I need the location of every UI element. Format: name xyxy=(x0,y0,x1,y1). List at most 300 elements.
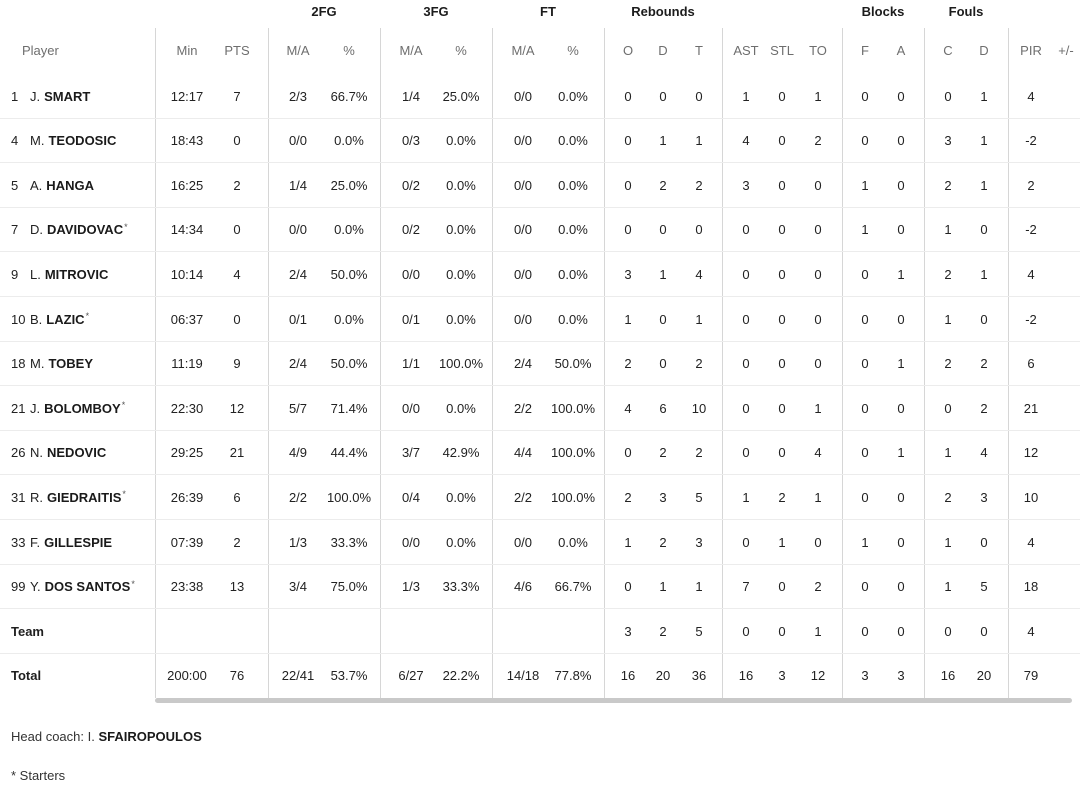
stat-pir: 4 xyxy=(1027,88,1035,104)
stat-foul-c: 1 xyxy=(944,534,952,550)
stat-min: 23:38 xyxy=(170,579,204,595)
stat-ft-pct: 0.0% xyxy=(558,534,588,550)
stat-min: 07:39 xyxy=(170,534,204,550)
team-row xyxy=(0,609,1080,653)
player-number: 5 xyxy=(11,177,19,193)
head-coach-prefix: Head coach: I. xyxy=(11,729,99,744)
stat-reb-d: 1 xyxy=(659,579,667,595)
stat-plus-minus xyxy=(1047,74,1080,118)
player-initial: F. xyxy=(30,534,41,550)
player-initial: L. xyxy=(30,266,41,282)
column-header-player[interactable]: Player xyxy=(22,42,59,58)
stat-fg3-ma xyxy=(388,609,434,653)
stat-to: 1 xyxy=(814,400,822,416)
player-cell[interactable] xyxy=(0,163,154,207)
stat-fg3-ma: 6/27 xyxy=(398,668,424,684)
table-row[interactable] xyxy=(0,252,1080,296)
table-row[interactable] xyxy=(0,342,1080,386)
stat-ast: 16 xyxy=(738,668,754,684)
stat-fg3-ma: 0/0 xyxy=(401,400,421,416)
stat-fg3-pct: 0.0% xyxy=(446,222,476,238)
stat-fg2-ma: 2/4 xyxy=(288,356,308,372)
stat-fg2-ma: 0/0 xyxy=(288,222,308,238)
player-number: 31 xyxy=(11,489,26,505)
stat-ast: 0 xyxy=(742,445,750,461)
stat-blk-f: 0 xyxy=(861,356,869,372)
stat-foul-d: 1 xyxy=(980,266,988,282)
player-name-link[interactable]: LAZIC xyxy=(46,311,85,327)
stat-blk-a: 0 xyxy=(897,222,905,238)
stat-pts: 21 xyxy=(229,445,245,461)
stat-pts: 2 xyxy=(233,534,241,550)
table-row[interactable] xyxy=(0,431,1080,475)
stat-blk-a: 0 xyxy=(897,400,905,416)
stat-foul-d: 20 xyxy=(976,668,992,684)
stat-reb-t: 1 xyxy=(695,311,703,327)
player-name-link[interactable]: NEDOVIC xyxy=(47,445,107,461)
column-header-blk-a[interactable]: A xyxy=(896,42,906,58)
stat-blk-a: 0 xyxy=(897,489,905,505)
stat-ast: 7 xyxy=(742,579,750,595)
stat-fg2-pct: 44.4% xyxy=(330,445,368,461)
player-name-link[interactable]: TEODOSIC xyxy=(48,133,117,149)
player-initial: R. xyxy=(30,489,43,505)
group-header-fg3: 3FG xyxy=(423,3,449,19)
stat-stl: 0 xyxy=(778,222,786,238)
stat-fg3-pct: 0.0% xyxy=(446,177,476,193)
stat-blk-f: 0 xyxy=(861,579,869,595)
column-header-pts[interactable]: PTS xyxy=(224,42,250,58)
stat-ft-ma: 4/6 xyxy=(513,579,533,595)
stat-min: 14:34 xyxy=(170,222,204,238)
starter-mark: * xyxy=(121,400,126,411)
stat-pts: 0 xyxy=(233,311,241,327)
player-cell[interactable] xyxy=(0,74,154,118)
stat-plus-minus xyxy=(1047,475,1080,519)
stat-blk-f: 0 xyxy=(861,266,869,282)
stat-fg2-pct xyxy=(319,609,379,653)
table-row[interactable] xyxy=(0,163,1080,207)
column-header-ast[interactable]: AST xyxy=(733,42,759,58)
stat-plus-minus xyxy=(1047,520,1080,564)
column-header-fg3-ma[interactable]: M/A xyxy=(399,42,423,58)
stat-blk-f: 1 xyxy=(861,177,869,193)
player-cell[interactable] xyxy=(0,342,154,386)
player-cell[interactable] xyxy=(0,386,154,430)
stat-pts: 13 xyxy=(229,579,245,595)
stat-ast: 1 xyxy=(742,88,750,104)
stat-to: 0 xyxy=(814,266,822,282)
stat-fg2-ma xyxy=(270,609,326,653)
stat-ft-pct xyxy=(541,609,605,653)
stat-blk-a: 1 xyxy=(897,445,905,461)
column-header-reb-d[interactable]: D xyxy=(658,42,668,58)
stat-stl: 0 xyxy=(778,623,786,639)
stat-pir: 4 xyxy=(1027,534,1035,550)
group-header-reb: Rebounds xyxy=(631,3,695,19)
player-name-link[interactable]: DOS SANTOS xyxy=(44,579,131,595)
stat-foul-c: 2 xyxy=(944,356,952,372)
stat-foul-d: 2 xyxy=(980,356,988,372)
stat-ft-pct: 0.0% xyxy=(558,133,588,149)
column-header-foul-c[interactable]: C xyxy=(943,42,953,58)
stat-stl: 0 xyxy=(778,579,786,595)
stat-ft-ma: 0/0 xyxy=(513,177,533,193)
stat-blk-f: 0 xyxy=(861,489,869,505)
stat-pts xyxy=(214,609,260,653)
stat-plus-minus xyxy=(1047,609,1080,653)
stat-ft-pct: 100.0% xyxy=(550,445,596,461)
player-initial: N. xyxy=(30,445,43,461)
stat-blk-a: 0 xyxy=(897,579,905,595)
stat-to: 0 xyxy=(814,311,822,327)
player-name-link[interactable]: DAVIDOVAC xyxy=(47,222,124,238)
stat-fg2-ma: 0/1 xyxy=(288,311,308,327)
column-header-blk-f[interactable]: F xyxy=(861,42,869,58)
player-name-link[interactable]: HANGA xyxy=(46,177,94,193)
stat-fg3-ma: 1/1 xyxy=(401,356,421,372)
stat-fg3-pct: 0.0% xyxy=(446,266,476,282)
stat-ast: 3 xyxy=(742,177,750,193)
stat-min: 10:14 xyxy=(170,266,204,282)
column-header-to[interactable]: TO xyxy=(809,42,827,58)
stat-foul-c: 2 xyxy=(944,177,952,193)
stat-pts: 4 xyxy=(233,266,241,282)
stat-blk-a: 3 xyxy=(897,668,905,684)
stat-pts: 2 xyxy=(233,177,241,193)
player-cell[interactable] xyxy=(0,208,154,252)
table-row[interactable] xyxy=(0,74,1080,118)
stat-reb-t: 0 xyxy=(695,88,703,104)
stat-fg2-pct: 66.7% xyxy=(330,88,368,104)
stat-to: 1 xyxy=(814,623,822,639)
stat-reb-o: 0 xyxy=(624,445,632,461)
stat-reb-t: 1 xyxy=(695,133,703,149)
stat-pts: 6 xyxy=(233,489,241,505)
stat-pts: 0 xyxy=(233,222,241,238)
stat-reb-d: 20 xyxy=(655,668,671,684)
stat-pir: 12 xyxy=(1023,445,1039,461)
group-header-fouls: Fouls xyxy=(948,3,984,19)
group-header-fg2: 2FG xyxy=(311,3,337,19)
player-initial: D. xyxy=(30,222,43,238)
stat-reb-d: 2 xyxy=(659,177,667,193)
stat-fg2-ma: 1/3 xyxy=(288,534,308,550)
stat-blk-a: 0 xyxy=(897,133,905,149)
stat-to: 0 xyxy=(814,222,822,238)
stat-blk-f: 0 xyxy=(861,623,869,639)
stat-fg2-ma: 2/2 xyxy=(288,489,308,505)
stat-fg3-ma: 0/2 xyxy=(401,222,421,238)
stat-reb-o: 16 xyxy=(620,668,636,684)
column-header-reb-t[interactable]: T xyxy=(695,42,703,58)
stat-fg3-pct: 0.0% xyxy=(446,534,476,550)
stat-blk-a: 0 xyxy=(897,88,905,104)
stat-blk-a: 1 xyxy=(897,266,905,282)
stat-pts: 12 xyxy=(229,400,245,416)
stat-stl: 0 xyxy=(778,311,786,327)
stat-ast: 0 xyxy=(742,311,750,327)
table-row[interactable] xyxy=(0,520,1080,564)
stat-pir: 6 xyxy=(1027,356,1035,372)
stat-fg3-ma: 0/3 xyxy=(401,133,421,149)
stat-foul-d: 0 xyxy=(980,311,988,327)
table-row[interactable] xyxy=(0,565,1080,609)
stat-ft-ma: 0/0 xyxy=(513,311,533,327)
stat-ft-ma xyxy=(500,609,546,653)
stat-reb-t: 3 xyxy=(695,534,703,550)
stat-reb-d: 2 xyxy=(659,534,667,550)
stat-fg2-pct: 0.0% xyxy=(334,311,364,327)
stat-reb-d: 1 xyxy=(659,133,667,149)
stat-ast: 1 xyxy=(742,489,750,505)
stat-reb-o: 3 xyxy=(624,266,632,282)
stat-fg2-ma: 2/4 xyxy=(288,266,308,282)
stat-reb-d: 3 xyxy=(659,489,667,505)
stat-reb-t: 0 xyxy=(695,222,703,238)
stat-reb-t: 2 xyxy=(695,445,703,461)
stat-foul-d: 0 xyxy=(980,623,988,639)
player-number: 1 xyxy=(11,88,19,104)
player-cell[interactable] xyxy=(0,431,154,475)
stat-fg2-pct: 71.4% xyxy=(330,400,368,416)
stat-foul-c: 3 xyxy=(944,133,952,149)
stat-blk-a: 0 xyxy=(897,623,905,639)
column-header-pir[interactable]: PIR xyxy=(1020,42,1042,58)
stat-reb-o: 2 xyxy=(624,489,632,505)
column-header-reb-o[interactable]: O xyxy=(622,42,634,58)
stat-foul-c: 16 xyxy=(940,668,956,684)
player-number: 7 xyxy=(11,222,19,238)
player-cell[interactable] xyxy=(0,119,154,163)
column-header-ft-ma[interactable]: M/A xyxy=(511,42,535,58)
stat-stl: 0 xyxy=(778,400,786,416)
table-row[interactable] xyxy=(0,475,1080,519)
player-cell[interactable] xyxy=(0,475,154,519)
player-number: 33 xyxy=(11,534,26,550)
stat-ft-pct: 0.0% xyxy=(558,177,588,193)
player-number: 18 xyxy=(11,356,26,372)
player-cell[interactable] xyxy=(0,297,154,341)
stat-reb-o: 0 xyxy=(624,579,632,595)
stat-ft-ma: 4/4 xyxy=(513,445,533,461)
stat-pir: 4 xyxy=(1027,623,1035,639)
player-number: 26 xyxy=(11,445,26,461)
stat-fg3-pct: 33.3% xyxy=(442,579,480,595)
stat-stl: 2 xyxy=(778,489,786,505)
stat-fg3-pct xyxy=(430,609,492,653)
stat-blk-f: 1 xyxy=(861,534,869,550)
stat-pts: 9 xyxy=(233,356,241,372)
stat-ft-ma: 2/4 xyxy=(513,356,533,372)
total-row xyxy=(0,654,1080,698)
stat-reb-d: 2 xyxy=(659,623,667,639)
stat-fg2-ma: 5/7 xyxy=(288,400,308,416)
stat-fg2-pct: 50.0% xyxy=(330,356,368,372)
stat-reb-t: 10 xyxy=(691,400,707,416)
stat-foul-d: 2 xyxy=(980,400,988,416)
stat-fg3-pct: 25.0% xyxy=(442,88,480,104)
stat-ft-pct: 50.0% xyxy=(554,356,592,372)
stat-ast: 0 xyxy=(742,623,750,639)
stat-reb-o: 3 xyxy=(624,623,632,639)
stat-stl: 3 xyxy=(778,668,786,684)
stat-fg2-ma: 3/4 xyxy=(288,579,308,595)
stat-plus-minus xyxy=(1047,297,1080,341)
table-row[interactable] xyxy=(0,297,1080,341)
stat-ft-ma: 0/0 xyxy=(513,222,533,238)
stat-to: 0 xyxy=(814,177,822,193)
player-initial: M. xyxy=(30,356,45,372)
stat-reb-o: 0 xyxy=(624,177,632,193)
stat-fg2-pct: 0.0% xyxy=(334,222,364,238)
stat-fg3-ma: 1/4 xyxy=(401,88,421,104)
stat-to: 2 xyxy=(814,133,822,149)
stat-reb-t: 2 xyxy=(695,177,703,193)
stat-foul-d: 0 xyxy=(980,222,988,238)
stat-blk-f: 1 xyxy=(861,222,869,238)
player-number: 21 xyxy=(11,400,26,416)
stat-reb-t: 5 xyxy=(695,623,703,639)
stat-reb-o: 1 xyxy=(624,311,632,327)
stat-foul-c: 1 xyxy=(944,222,952,238)
stat-ft-ma: 0/0 xyxy=(513,88,533,104)
stat-ast: 4 xyxy=(742,133,750,149)
player-number: 10 xyxy=(11,311,26,327)
stat-min: 18:43 xyxy=(170,133,204,149)
player-name-link[interactable]: BOLOMBOY xyxy=(44,400,121,416)
stat-ft-pct: 100.0% xyxy=(550,400,596,416)
player-initial: B. xyxy=(30,311,43,327)
stat-pir: 2 xyxy=(1027,177,1035,193)
stat-stl: 0 xyxy=(778,177,786,193)
stat-reb-o: 2 xyxy=(624,356,632,372)
stat-ast: 0 xyxy=(742,534,750,550)
head-coach-name: SFAIROPOULOS xyxy=(98,729,202,744)
stat-blk-a: 0 xyxy=(897,177,905,193)
stat-reb-o: 1 xyxy=(624,534,632,550)
stat-pir: 18 xyxy=(1023,579,1039,595)
stat-foul-c: 0 xyxy=(944,623,952,639)
stat-foul-c: 0 xyxy=(944,88,952,104)
stat-blk-f: 3 xyxy=(861,668,869,684)
player-name-link[interactable]: MITROVIC xyxy=(44,266,109,282)
stat-stl: 1 xyxy=(778,534,786,550)
stat-stl: 0 xyxy=(778,133,786,149)
table-row[interactable] xyxy=(0,208,1080,252)
group-header-ft: FT xyxy=(540,3,556,19)
stat-min: 11:19 xyxy=(171,356,203,372)
player-initial: M. xyxy=(30,133,45,149)
total-label: Total xyxy=(11,668,42,684)
stat-pir: -2 xyxy=(1025,311,1037,327)
player-name-link[interactable]: GIEDRAITIS xyxy=(47,489,122,505)
stat-pir: -2 xyxy=(1025,222,1037,238)
stat-pts: 76 xyxy=(229,668,245,684)
player-cell[interactable] xyxy=(0,565,154,609)
stat-ft-ma: 14/18 xyxy=(506,668,540,684)
column-header-plus-minus[interactable]: +/- xyxy=(1058,42,1074,58)
stat-foul-c: 1 xyxy=(944,445,952,461)
stat-pts: 7 xyxy=(233,88,241,104)
horizontal-scrollbar[interactable] xyxy=(155,698,1072,703)
stat-reb-d: 0 xyxy=(659,311,667,327)
stat-fg3-ma: 0/0 xyxy=(401,266,421,282)
stat-plus-minus xyxy=(1047,252,1080,296)
stat-min: 200:00 xyxy=(167,668,207,684)
stat-plus-minus xyxy=(1047,431,1080,475)
stat-fg3-pct: 0.0% xyxy=(446,489,476,505)
stat-reb-t: 2 xyxy=(695,356,703,372)
stat-reb-t: 1 xyxy=(695,579,703,595)
stat-fg2-ma: 22/41 xyxy=(281,668,315,684)
stat-reb-d: 1 xyxy=(659,266,667,282)
stat-to: 12 xyxy=(810,668,826,684)
player-name-link[interactable]: SMART xyxy=(44,88,91,104)
starter-mark: * xyxy=(131,578,135,589)
stat-reb-d: 6 xyxy=(659,400,667,416)
player-name-link[interactable]: TOBEY xyxy=(48,356,94,372)
stat-reb-o: 0 xyxy=(624,222,632,238)
stat-ft-ma: 2/2 xyxy=(513,489,533,505)
player-initial: J. xyxy=(30,88,41,104)
stat-ast: 0 xyxy=(742,266,750,282)
stat-plus-minus xyxy=(1047,565,1080,609)
stat-reb-t: 4 xyxy=(695,266,703,282)
stat-blk-a: 1 xyxy=(897,356,905,372)
player-cell[interactable] xyxy=(0,252,154,296)
stat-ft-ma: 0/0 xyxy=(513,133,533,149)
column-header-fg3-pct[interactable]: % xyxy=(455,42,467,58)
table-row[interactable] xyxy=(0,119,1080,163)
column-header-foul-d[interactable]: D xyxy=(979,42,989,58)
stat-foul-d: 3 xyxy=(980,489,988,505)
stat-fg3-pct: 0.0% xyxy=(446,311,476,327)
stat-to: 4 xyxy=(814,445,822,461)
stat-stl: 0 xyxy=(778,266,786,282)
head-coach-line xyxy=(11,729,202,744)
column-header-stl[interactable]: STL xyxy=(770,42,794,58)
stat-pir: 21 xyxy=(1023,400,1039,416)
stat-ast: 0 xyxy=(742,400,750,416)
player-cell[interactable] xyxy=(0,520,154,564)
column-header-fg2-pct[interactable]: % xyxy=(343,42,355,58)
stat-ft-pct: 0.0% xyxy=(558,266,588,282)
stat-fg2-pct: 100.0% xyxy=(326,489,372,505)
stat-foul-c: 0 xyxy=(944,400,952,416)
stat-min: 29:25 xyxy=(170,445,204,461)
column-header-ft-pct[interactable]: % xyxy=(567,42,579,58)
stat-reb-d: 0 xyxy=(659,356,667,372)
starter-mark: * xyxy=(122,489,126,500)
column-header-min[interactable]: Min xyxy=(176,42,198,58)
stat-ft-pct: 0.0% xyxy=(558,88,588,104)
stat-fg2-ma: 1/4 xyxy=(288,177,308,193)
column-header-fg2-ma[interactable]: M/A xyxy=(286,42,310,58)
stat-fg3-ma: 0/0 xyxy=(401,534,421,550)
stat-plus-minus xyxy=(1047,386,1080,430)
stat-fg2-ma: 0/0 xyxy=(288,133,308,149)
stat-foul-d: 5 xyxy=(980,579,988,595)
stat-fg3-ma: 0/4 xyxy=(401,489,421,505)
table-row[interactable] xyxy=(0,386,1080,430)
stat-reb-d: 0 xyxy=(659,222,667,238)
stat-fg2-pct: 33.3% xyxy=(330,534,368,550)
stat-foul-c: 2 xyxy=(944,489,952,505)
player-name-link[interactable]: GILLESPIE xyxy=(44,534,113,550)
stat-stl: 0 xyxy=(778,445,786,461)
stat-fg2-pct: 50.0% xyxy=(330,266,368,282)
